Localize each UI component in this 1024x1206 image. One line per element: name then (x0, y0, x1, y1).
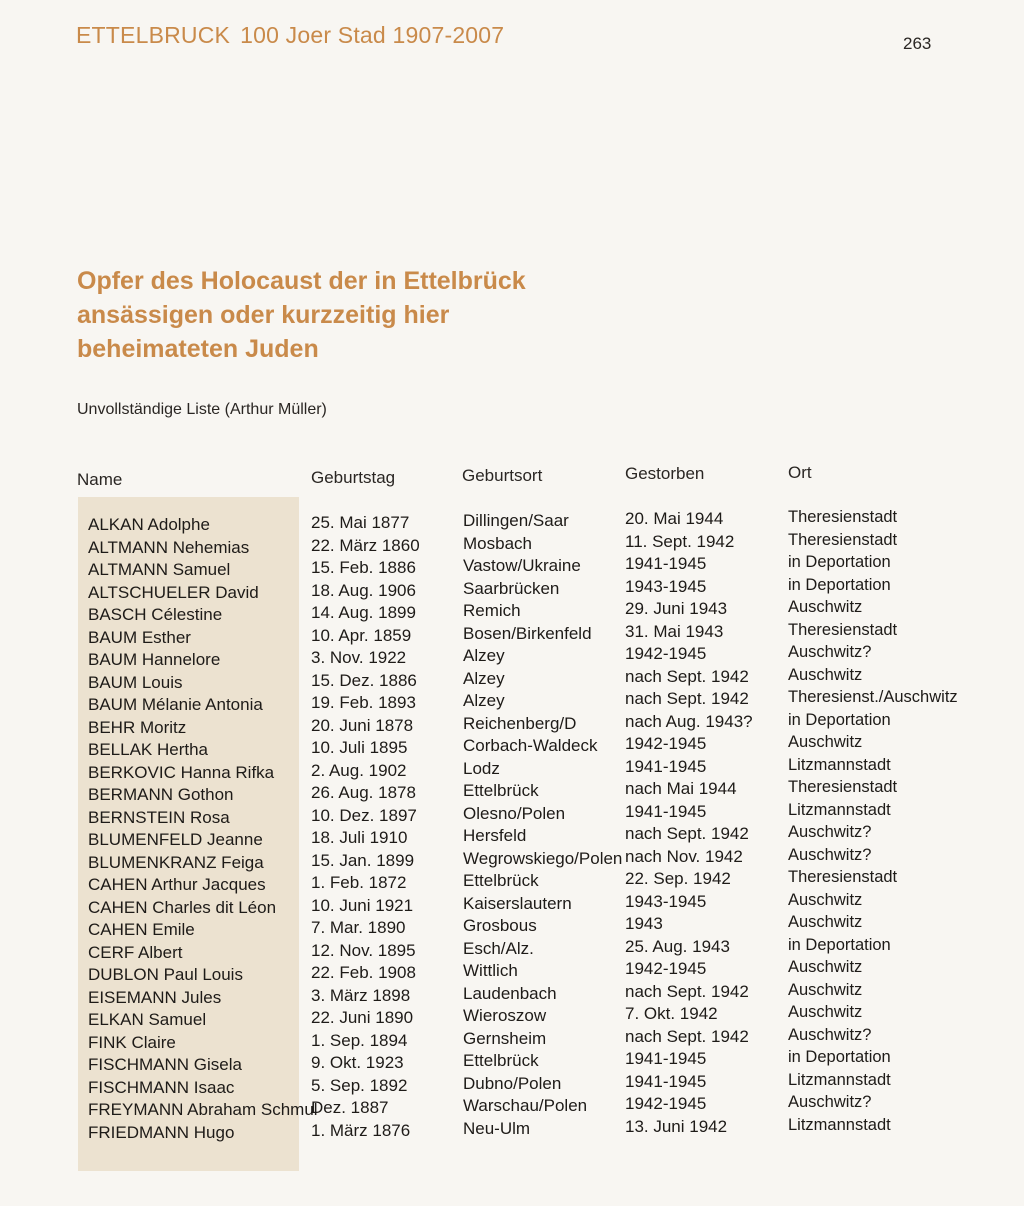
death-date-cell: nach Mai 1944 (625, 779, 737, 798)
victim-name-cell: BAUM Esther (88, 627, 191, 647)
birth-date-cell: 2. Aug. 1902 (311, 760, 407, 780)
birth-place-cell: Esch/Alz. (463, 938, 534, 958)
victim-name-cell: ALTMANN Nehemias (88, 537, 250, 557)
birth-place-cell: Dubno/Polen (463, 1073, 562, 1093)
column-header-name: Name (77, 470, 123, 489)
death-place-cell: in Deportation (788, 553, 891, 571)
victim-name-cell: FISCHMANN Isaac (88, 1077, 235, 1097)
page-title-line-2: ansässigen oder kurzzeitig hier (77, 301, 450, 329)
birth-date-cell: 10. Juni 1921 (311, 895, 414, 915)
birth-date-cell: 14. Aug. 1899 (311, 603, 416, 622)
birth-date-cell: 19. Feb. 1893 (311, 693, 416, 712)
victim-name-cell: CAHEN Emile (88, 920, 195, 939)
birth-place-cell: Ettelbrück (463, 1051, 539, 1070)
birth-date-cell: 15. Dez. 1886 (311, 670, 417, 690)
death-place-cell: Theresienst./Auschwitz (788, 688, 958, 706)
death-date-cell: 1942-1945 (625, 959, 707, 978)
death-place-cell: Auschwitz? (788, 823, 872, 841)
victim-name-cell: ALKAN Adolphe (88, 515, 210, 534)
victim-name-cell: BERMANN Gothon (88, 785, 234, 804)
death-place-cell: Theresienstadt (788, 508, 898, 526)
death-date-cell: nach Sept. 1942 (625, 981, 749, 1001)
birth-date-cell: 25. Mai 1877 (311, 513, 410, 532)
death-date-cell: 7. Okt. 1942 (625, 1004, 718, 1023)
birth-place-cell: Kaiserslautern (463, 893, 572, 913)
victim-name-cell: BAUM Mélanie Antonia (88, 695, 263, 714)
birth-place-cell: Wieroszow (463, 1006, 547, 1025)
death-place-cell: Auschwitz? (788, 643, 872, 661)
death-date-cell: 1941-1945 (625, 1049, 707, 1068)
death-place-cell: Auschwitz (788, 1003, 863, 1021)
death-place-cell: Auschwitz? (788, 1093, 872, 1111)
victim-name-cell: BASCH Célestine (88, 605, 223, 624)
birth-place-cell: Corbach-Waldeck (463, 736, 598, 755)
death-date-cell: nach Sept. 1942 (625, 666, 749, 686)
death-date-cell: 1943-1945 (625, 891, 707, 911)
victim-name-cell: FREYMANN Abraham Schmul (88, 1100, 318, 1119)
death-date-cell: 1942-1945 (625, 734, 707, 753)
death-place-cell: Litzmannstadt (788, 755, 891, 774)
victim-name-cell: CAHEN Arthur Jacques (88, 875, 266, 894)
death-place-cell: Theresienstadt (788, 868, 898, 886)
birthdate-column (311, 512, 420, 1142)
birth-place-cell: Lodz (463, 758, 500, 778)
column-header-born: Geburtstag (311, 468, 396, 487)
death-date-cell: 1941-1945 (625, 756, 707, 776)
birth-place-cell: Wegrowskiego/Polen (463, 848, 623, 868)
birth-date-cell: 9. Okt. 1923 (311, 1053, 404, 1072)
death-place-cell: in Deportation (788, 935, 891, 954)
death-place-cell: Auschwitz (788, 913, 863, 931)
birth-place-cell: Ettelbrück (463, 781, 539, 800)
running-header-town: ETTELBRUCK (76, 22, 231, 48)
death-place-cell: Auschwitz (788, 665, 863, 684)
death-place-cell: Auschwitz (788, 958, 863, 976)
victim-name-cell: BLUMENKRANZ Feiga (88, 852, 264, 872)
death-place-cell: Litzmannstadt (788, 1070, 891, 1089)
birth-place-cell: Ettelbrück (463, 871, 539, 890)
death-date-cell: nach Nov. 1942 (625, 846, 743, 866)
death-date-cell: nach Aug. 1943? (625, 711, 753, 731)
birth-place-cell: Bosen/Birkenfeld (463, 623, 592, 643)
birth-place-cell: Alzey (463, 691, 505, 710)
birth-date-cell: 3. März 1898 (311, 985, 411, 1005)
birth-date-cell: 1. März 1876 (311, 1120, 411, 1140)
victim-name-cell: CAHEN Charles dit Léon (88, 897, 277, 917)
death-date-cell: 1943 (625, 914, 663, 933)
birth-place-cell: Vastow/Ukraine (463, 556, 581, 575)
birth-date-cell: 26. Aug. 1878 (311, 783, 416, 802)
column-header-place: Ort (788, 463, 812, 482)
death-place-cell: Litzmannstadt (788, 800, 891, 819)
death-place-cell: Auschwitz? (788, 845, 872, 864)
victim-name-cell: CERF Albert (88, 942, 183, 962)
victim-name-cell: ELKAN Samuel (88, 1010, 207, 1029)
birth-place-cell: Laudenbach (463, 983, 557, 1003)
birth-place-cell: Dillingen/Saar (463, 511, 569, 530)
birth-place-cell: Grosbous (463, 916, 537, 935)
birth-place-cell: Wittlich (463, 961, 518, 980)
victim-name-cell: BELLAK Hertha (88, 740, 209, 759)
birth-date-cell: 18. Juli 1910 (311, 828, 408, 847)
birth-date-cell: 22. März 1860 (311, 535, 420, 555)
victim-name-cell: FRIEDMANN Hugo (88, 1122, 235, 1142)
victim-name-cell: ALTSCHUELER David (88, 582, 259, 602)
death-date-cell: 20. Mai 1944 (625, 509, 724, 528)
birth-date-cell: 10. Juli 1895 (311, 738, 408, 757)
birth-place-cell: Gernsheim (463, 1028, 547, 1048)
death-date-cell: 1941-1945 (625, 801, 707, 821)
column-header-died: Gestorben (625, 464, 705, 483)
birth-date-cell: 3. Nov. 1922 (311, 648, 407, 667)
death-date-cell: 31. Mai 1943 (625, 621, 724, 641)
running-header (76, 22, 504, 49)
death-date-cell: nach Sept. 1942 (625, 824, 749, 843)
death-place-cell: Auschwitz (788, 733, 863, 751)
death-place-cell: Theresienstadt (788, 778, 898, 796)
page-title-line-1: Opfer des Holocaust der in Ettelbrück (77, 267, 526, 295)
death-date-cell: 1941-1945 (625, 554, 707, 573)
birth-place-cell: Alzey (463, 668, 505, 688)
birth-date-cell: 18. Aug. 1906 (311, 580, 416, 600)
birth-date-cell: 15. Feb. 1886 (311, 558, 416, 577)
death-place-cell: Litzmannstadt (788, 1115, 891, 1134)
death-date-cell: 25. Aug. 1943 (625, 936, 730, 956)
page-title (77, 264, 597, 366)
birth-place-cell: Olesno/Polen (463, 803, 566, 823)
death-place-cell: in Deportation (788, 710, 891, 729)
death-date-cell: 22. Sep. 1942 (625, 869, 731, 888)
victim-name-cell: BERKOVIC Hanna Rifka (88, 762, 275, 782)
birth-date-cell: 1. Sep. 1894 (311, 1030, 408, 1050)
birth-date-cell: 10. Apr. 1859 (311, 625, 412, 645)
birthplace-column (463, 510, 622, 1140)
death-date-cell: 29. Juni 1943 (625, 599, 728, 618)
birth-date-cell: 10. Dez. 1897 (311, 805, 417, 825)
birth-place-cell: Warschau/Polen (463, 1096, 588, 1115)
death-place-cell: Theresienstadt (788, 620, 898, 639)
death-date-cell: nach Sept. 1942 (625, 1026, 749, 1046)
birth-date-cell: 12. Nov. 1895 (311, 940, 416, 960)
death-date-cell: 1941-1945 (625, 1071, 707, 1091)
death-date-cell: 1942-1945 (625, 1094, 707, 1113)
death-date-cell: 1942-1945 (625, 644, 707, 663)
birth-place-cell: Remich (463, 601, 521, 620)
birth-date-cell: 20. Juni 1878 (311, 715, 414, 735)
victim-name-cell: BLUMENFELD Jeanne (88, 830, 263, 849)
page-number: 263 (903, 34, 932, 53)
death-column (625, 508, 753, 1138)
birth-date-cell: 22. Juni 1890 (311, 1008, 414, 1027)
death-place-cell: in Deportation (788, 575, 891, 594)
birth-place-cell: Mosbach (463, 533, 532, 553)
birth-date-cell: 15. Jan. 1899 (311, 850, 415, 870)
birth-date-cell: 5. Sep. 1892 (311, 1075, 408, 1095)
victim-name-cell: BAUM Hannelore (88, 650, 221, 669)
victim-name-cell: BERNSTEIN Rosa (88, 807, 230, 827)
birth-date-cell: 1. Feb. 1872 (311, 873, 407, 892)
victim-name-cell: EISEMANN Jules (88, 987, 222, 1007)
birth-date-cell: Dez. 1887 (311, 1098, 389, 1117)
victim-name-cell: DUBLON Paul Louis (88, 965, 243, 984)
death-place-cell: Theresienstadt (788, 530, 898, 549)
death-place-cell: in Deportation (788, 1048, 891, 1066)
death-place-cell: Auschwitz (788, 890, 863, 909)
list-note: Unvollständige Liste (Arthur Müller) (77, 401, 327, 418)
birth-date-cell: 22. Feb. 1908 (311, 963, 416, 982)
death-date-cell: 11. Sept. 1942 (625, 531, 735, 551)
death-place-cell: Auschwitz? (788, 1025, 872, 1044)
birth-place-cell: Reichenberg/D (463, 713, 577, 733)
victim-name-cell: ALTMANN Samuel (88, 560, 231, 579)
birth-place-cell: Neu-Ulm (463, 1118, 531, 1138)
victim-name-cell: BEHR Moritz (88, 717, 187, 737)
place-column (788, 506, 958, 1136)
victim-name-cell: FINK Claire (88, 1032, 176, 1052)
death-place-cell: Auschwitz (788, 980, 863, 999)
birth-place-cell: Hersfeld (463, 826, 527, 845)
death-date-cell: 1943-1945 (625, 576, 707, 596)
page-title-line-3: beheimateten Juden (77, 335, 319, 363)
victim-name-cell: BAUM Louis (88, 672, 183, 692)
birth-place-cell: Alzey (463, 646, 505, 665)
column-header-birthplace: Geburtsort (462, 466, 543, 485)
name-column (88, 514, 318, 1144)
death-place-cell: Auschwitz (788, 598, 863, 616)
birth-place-cell: Saarbrücken (463, 578, 560, 598)
running-header-subtitle: 100 Joer Stad 1907-2007 (240, 22, 505, 48)
death-date-cell: nach Sept. 1942 (625, 689, 749, 708)
death-date-cell: 13. Juni 1942 (625, 1116, 728, 1136)
birth-date-cell: 7. Mar. 1890 (311, 918, 406, 937)
victim-name-cell: FISCHMANN Gisela (88, 1055, 242, 1074)
